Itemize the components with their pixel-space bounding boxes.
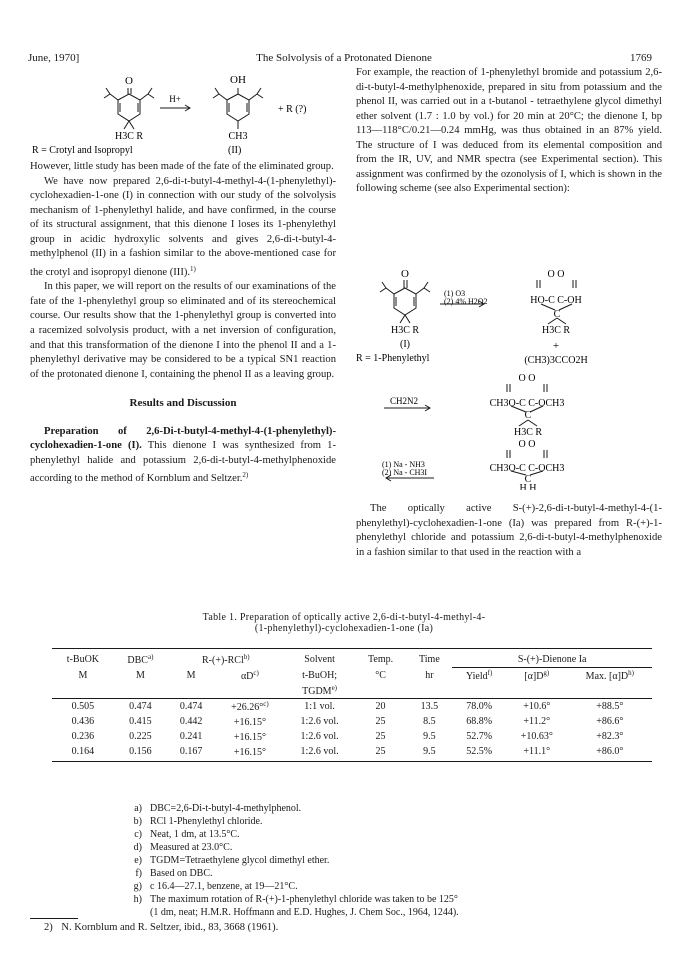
reference-1: 1): [190, 264, 196, 273]
footnote-item: [120, 802, 660, 815]
table-cell: 9.5: [423, 731, 436, 742]
table-cell: 1:2.6 vol.: [300, 716, 339, 727]
table-subheader-row-2: [52, 683, 652, 699]
table-cell: 25: [375, 746, 386, 757]
table-caption-line2: (1-phenylethyl)-cyclohexadien-1-one (Ia): [254, 623, 434, 634]
table-1-grid: [52, 652, 652, 759]
dienone-oxygen-label: O: [125, 75, 133, 87]
final-central-carbon: C: [524, 474, 532, 485]
footnote-label: d): [133, 842, 142, 853]
diester-central-carbon: C: [524, 410, 532, 421]
unit-m: M: [135, 669, 145, 681]
footnote-label: e): [134, 855, 142, 866]
footnote-item: [120, 828, 660, 841]
table-row: [52, 744, 652, 759]
header-left: June, 1970]: [28, 52, 80, 64]
footnote-text: TGDM=Tetraethylene glycol dimethyl ether.: [150, 855, 330, 866]
header-title: The Solvolysis of a Protonated Dienone: [256, 52, 432, 64]
table-1: [52, 648, 652, 762]
table-cell: 0.474: [179, 701, 203, 712]
final-hydrogens: H H: [519, 483, 537, 490]
right-column-top: [356, 66, 662, 197]
right-column-bottom: [356, 502, 662, 560]
col-tbuok: t-BuOK: [66, 654, 100, 666]
paragraph-intro-end: However, little study has been made of the fate of the eliminated group.: [30, 161, 334, 172]
table-cell: +16.15°: [233, 732, 266, 743]
footnote-label: g): [133, 881, 142, 892]
diacid-carbonyls: O O: [547, 269, 565, 280]
table-cell: 0.442: [179, 716, 203, 727]
paragraph-dienone-text: We have now prepared 2,6-di-t-butyl-4-methyl-4-(1-phenylethyl)-cyclohexadien-1-one (I) in connection with our study of the solvolysis mechanism of 1-phenylethyl halide, and have confirmed, in the course of its structural assignment, that this dienone I loses its 1-phenylethyl group in acidic hydroxylic solvents and gives 2,6-di-t-butyl-4-methylphenol (II) in a fashion similar to the above-mentioned case for the crotyl and isopropyl dienone (III).: [30, 175, 336, 278]
table-row: [52, 729, 652, 744]
diacid-label: HO-C C-OH: [530, 295, 582, 306]
unit-m: M: [78, 669, 88, 681]
table-cell: 25: [375, 716, 386, 727]
peroxide-step: (2) 4% H2O2: [444, 297, 488, 306]
compound-ii-label: (II): [228, 145, 242, 156]
plus-sign: +: [552, 340, 560, 352]
proton-label: H+: [169, 94, 181, 104]
table-cell: +86.0°: [596, 746, 624, 757]
phenol-oh-label: OH: [230, 74, 246, 86]
col-solvent: Solvent: [304, 654, 335, 666]
table-cell: 1:1 vol.: [304, 701, 335, 712]
table-cell: 0.474: [129, 701, 152, 712]
footnote-text: Measured at 23.0°C.: [150, 842, 233, 853]
footnote-item: [120, 893, 660, 906]
table-footnotes: [120, 802, 660, 919]
methyl-label: CH3: [228, 131, 248, 142]
table-cell: +11.2°: [523, 716, 551, 727]
footnote-text: DBC=2,6-Di-t-butyl-4-methylphenol.: [150, 803, 302, 814]
table-cell: 0.415: [129, 716, 152, 727]
table-cell: 0.436: [71, 716, 95, 727]
section-heading: Results and Discussion: [129, 397, 237, 410]
table-cell: 8.5: [423, 716, 436, 727]
table-caption-line1: Table 1. Preparation of optically active 2,6-di-t-butyl-4-methyl-4-: [202, 612, 486, 623]
table-cell: 0.505: [71, 701, 95, 712]
col-sdienone: S-(+)-Dienone Ia: [452, 652, 652, 668]
table-cell: 20: [375, 701, 386, 712]
footnote-item: [120, 906, 660, 919]
final-diester-label: CH3O-C C-OCH3: [489, 463, 565, 474]
footnote-label: f): [135, 868, 142, 879]
footnote-label: b): [133, 816, 142, 827]
left-column: [30, 160, 336, 487]
ozone-step: (1) O3: [444, 289, 466, 298]
subsection-heading: Preparation of 2,6-Di-t-butyl-4-methyl-4-(1-phenylethyl)-cyclohexadien-1-one (I).: [30, 425, 336, 452]
paragraph-dienone-preparation: [30, 175, 336, 281]
table-cell: 13.5: [420, 701, 439, 712]
footnote-item: [120, 867, 660, 880]
table-caption: [0, 612, 688, 634]
table-cell: 1:2.6 vol.: [300, 746, 339, 757]
diester-label: CH3O-C C-OCH3: [489, 398, 565, 409]
table-cell: 68.8%: [466, 716, 493, 727]
diester-substituents: H3C R: [513, 427, 543, 438]
table-cell: 52.7%: [466, 731, 493, 742]
preparation-text: This dienone I was synthesized from 1-phenylethyl halide and potassium 2,6-di-t-butyl-4-methylphenoxide according to the method of Kornblum and Seltzer.: [30, 440, 336, 485]
col-alphad: $[\alpha]D^{g)}$: [524, 669, 550, 682]
table-cell: 0.156: [129, 746, 152, 757]
table-row: [52, 699, 652, 715]
table-subheader-row: [52, 668, 652, 684]
solvent-tbuoh: t-BuOH;: [302, 669, 338, 681]
table-cell: +26.26°$^{c)}$: [231, 700, 269, 713]
table-cell: +16.15°: [233, 747, 266, 758]
methyl-iodide-step: (2) Na - CH3I: [382, 468, 428, 477]
sodium-ammonia-step: (1) Na - NH3: [382, 460, 425, 469]
paragraph-optically-active: The optically active S-(+)-2,6-di-t-butyl-4-methyl-4-(1-phenylethyl)-cyclohexadien-1-one (Ia) was prepared from R-(+)-1-phenylethyl chloride and potassium 2,6-di-t-butyl-4-methylphenoxide in a fashion similar to that used in the reaction with a: [356, 503, 662, 558]
table-header-row: [52, 652, 652, 668]
table-cell: 9.5: [423, 746, 436, 757]
dienone-protonation-scheme: [30, 66, 350, 158]
eliminated-group-label: + R (?): [278, 104, 307, 115]
unit-m: M: [186, 669, 196, 681]
final-carbonyls: O O: [518, 439, 536, 450]
col-dbc: DBC$^{a)}$: [127, 653, 154, 667]
unit-alpha: $\alpha D^{c)}$: [240, 668, 259, 682]
table-cell: +82.3°: [596, 731, 624, 742]
footnote-text: Neat, 1 dm, at 13.5°C.: [150, 829, 240, 840]
diester-carbonyls: O O: [518, 373, 536, 384]
table-cell: 78.0%: [466, 701, 493, 712]
footnote-text: (1 dm, neat; H.M.R. Hoffmann and E.D. Hughes, J. Chem Soc., 1964, 1244).: [150, 907, 459, 918]
footnote-text: Based on DBC.: [150, 868, 213, 879]
compound-i-label: (I): [400, 339, 410, 350]
table-cell: +88.5°: [596, 701, 624, 712]
reference-2: 2): [242, 471, 249, 480]
substituent-label: H3C R: [114, 131, 144, 142]
pivalic-acid-label: (CH3)3CCO2H: [524, 355, 588, 366]
footnote-text: The maximum rotation of R-(+)-1-phenylethyl chloride was taken to be 125°: [150, 894, 458, 905]
col-rrcl: R-(+)-RCl$^{b)}$: [201, 653, 250, 667]
table-cell: 25: [375, 731, 386, 742]
r-definition: R = Crotyl and Isopropyl: [32, 145, 133, 156]
col-max: Max. $[\alpha]D^{h)}$: [585, 669, 634, 682]
diacid-central-carbon: C: [553, 309, 561, 320]
r-definition-phenylethyl: R = 1-Phenylethyl: [356, 353, 430, 364]
table-body: [52, 699, 652, 760]
table-cell: 0.225: [129, 731, 152, 742]
col-time: Time: [419, 654, 440, 666]
reference-text: N. Kornblum and R. Seltzer, ibid., 83, 3668 (1961).: [61, 922, 279, 933]
footnote-label: h): [133, 894, 142, 905]
footnote-divider: [30, 918, 78, 919]
table-cell: 52.5%: [466, 746, 493, 757]
diazomethane-reagent: CH2N2: [390, 396, 419, 406]
solvent-tgdm: TGDM$^{e)}$: [302, 684, 338, 697]
dienone-i-oxygen: O: [401, 268, 409, 280]
col-yield: Yield$^{f)}$: [465, 669, 493, 682]
paragraph-preparation: [30, 425, 336, 487]
header-page-number: 1769: [630, 52, 652, 64]
table-cell: +10.6°: [523, 701, 551, 712]
diacid-substituents: H3C R: [541, 325, 571, 336]
table-cell: 1:2.6 vol.: [300, 731, 339, 742]
ozonolysis-scheme: [356, 260, 662, 490]
footnote-text: c 16.4—27.1, benzene, at 19—21°C.: [150, 881, 298, 892]
footnote-item: [120, 815, 660, 828]
table-cell: +10.63°: [520, 731, 553, 742]
table-cell: 0.167: [179, 746, 203, 757]
table-cell: +11.1°: [523, 746, 551, 757]
table-cell: 0.241: [179, 731, 203, 742]
footnote-item: [120, 880, 660, 893]
table-row: [52, 714, 652, 729]
paragraph-scope: In this paper, we will report on the results of our examinations of the fate of the 1-phenylethyl group so eliminated and of its stereochemical course. Our results show that the 1-phenylethyl group is converted into a racemized solvolysis product, with a net inversion of configuration, and that this transformation of the dienone I into the phenol II and a 1-phenylethyl derivative may be considered to be a typical SN1 reaction of the protonated dienone I, containing the phenol II as a leaving group.: [30, 281, 336, 380]
bottom-reference: [44, 922, 278, 933]
footnote-text: RCl 1-Phenylethyl chloride.: [150, 816, 263, 827]
dienone-i-substituents: H3C R: [390, 325, 420, 336]
table-cell: 0.236: [71, 731, 95, 742]
table-cell: 0.164: [71, 746, 95, 757]
footnote-label: a): [134, 803, 142, 814]
footnote-item: [120, 841, 660, 854]
unit-hr: hr: [425, 669, 434, 681]
footnote-item: [120, 854, 660, 867]
table-cell: +16.15°: [233, 717, 266, 728]
footnote-label: c): [134, 829, 142, 840]
paragraph-example: For example, the reaction of 1-phenylethyl bromide and potassium 2,6-di-t-butyl-4-methylphenoxide, prepared in situ from potassium and the phenol II, was carried out in a t-butanol - tetraethylene glycol dimethyl ether solvent (1.7 : 1.0 by vol.) for 20 min at 20°C; the dienone I, bp 113—118°C/0.21—0.24 mmHg, was thus obtained in an 87% yield. The structure of I was deduced from its elemental composition and from the IR, UV, and NMR spectra (see Experimental section). This assignment was confirmed by the ozonolysis of I, which is shown in the following scheme (see also Experimental section):: [356, 67, 662, 195]
unit-celsius: °C: [375, 669, 386, 681]
table-cell: +86.6°: [596, 716, 624, 727]
col-temp: Temp.: [367, 654, 394, 666]
reference-number: 2): [44, 922, 53, 933]
